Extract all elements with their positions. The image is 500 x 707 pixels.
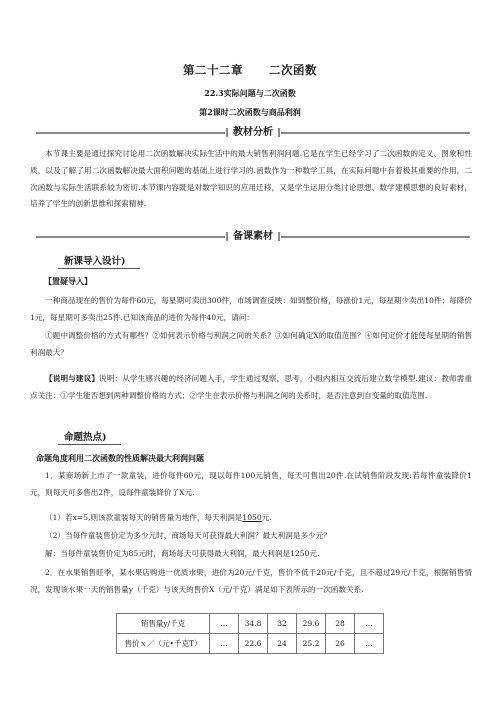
intro-paragraph-1: 一种商品现在的售价为每件60元，每星期可卖出300件，市场调查反映：如调整价格，每涨价1元，每星期少卖出10件；每降价1元，每星期可多卖出25件.已知该商品的进价为每件40元，请问：: [30, 296, 472, 322]
table-cell: 28: [326, 614, 355, 634]
analysis-paragraph: 本节课主要是通过探究讨论用二次函数解决实际生活中的最大销售利润问题.它是在学生已经学习了二次函数的定义、图象和性质，以及了解了用二次函数解决最大面积问题的基础上进行学习的.函数作为一种数学工具，在实际问题中有着极其重要的作用，二次函数与实际生活联系较为密切.本节课内容既是对数学知识的应用迁移，又是学生运用分类讨论思想、数学建模思想的良好素材，培养了学生的创新思维和探索精神.: [30, 149, 472, 209]
question-1-solution: 解：当每件童装售价定为85元时，商场每天可获得最大利润，最大利润是1250元.: [45, 549, 320, 558]
note-paragraph: [30, 371, 472, 405]
hot-heading-text: 命题热点): [64, 432, 107, 443]
intro-box-title: 【置疑导入】: [44, 276, 92, 286]
data-table: [116, 613, 384, 654]
question-1-part-a: [30, 510, 472, 527]
table-cell: 24: [268, 634, 297, 654]
chapter-number: 第二十二章: [183, 63, 243, 77]
analysis-banner-label: 教材分析: [225, 125, 281, 140]
table-cell: 26: [326, 634, 355, 654]
table-cell: 22.6: [239, 634, 268, 654]
note-label: 【说明与建议】: [45, 374, 100, 383]
table-cell: …: [210, 614, 239, 634]
question-1-part-b: （2）当每件童装售价定为多少元时，商场每天可获得最大利润？最大利润是多少元？: [45, 531, 331, 540]
table-cell: 34.8: [239, 614, 268, 634]
table-row: [117, 614, 384, 634]
lesson-title: 第2课时二次函数与商品利润: [199, 107, 301, 117]
table-cell: 25.2: [297, 634, 326, 654]
chapter-title: [0, 62, 500, 78]
table-cell: …: [210, 634, 239, 654]
hot-subheading: 命题角度利用二次函数的性质解决最大利润问题: [36, 453, 204, 463]
note-text: 说明：从学生感兴趣的经济问题入手，学生通过观察，思考，小组内相互交流后建立数学模型.建议：教师需重点关注：①学生能否想到两种调整价格的方式；②学生在表示价格与利润之间的关系时，是否注意到自变量的取值范围.: [30, 374, 472, 400]
hot-heading: [64, 429, 107, 443]
analysis-banner: [36, 125, 470, 140]
table-cell: …: [355, 614, 384, 634]
section-title: 22.3实际问题与二次函数: [204, 88, 296, 98]
table-row-label: 售价ｘ／（元•千克T）: [117, 634, 210, 654]
answer-blank: 1050: [242, 513, 262, 522]
heading-underline: [58, 268, 140, 269]
intro-heading: [64, 253, 126, 267]
table-cell: 29.6: [297, 614, 326, 634]
intro-heading-text: 新课导入设计): [64, 256, 126, 267]
table-row-label: 销售量y/千克: [117, 614, 210, 634]
question-2: 2．在水果销售旺季，某水果店购进一优质水果，进价为20元/千克，售价不低于20元/千克，且不超过29元/千克，根据销售情况，发现该水果一天的销售量y（千克）与该天的售价X（元/千克）满足如下表所示的一次函数关系.: [30, 568, 472, 594]
question-1-part-a-end: 元.: [261, 513, 272, 522]
materials-banner: [36, 229, 470, 244]
materials-banner-label: 备课素材: [225, 229, 281, 244]
question-1: 1．某商场新上市了一款童装，进价每件60元，现以每件100元销售，每天可售出20件.在试销售阶段发现:若每件童装降价1元，则每天可多售出2件，设每件童装降价了X元.: [30, 471, 472, 497]
table-cell: …: [355, 634, 384, 654]
table-row: [117, 634, 384, 654]
intro-paragraph-2: ①题中调整价格的方式有哪些？②如何表示价格与利润之间的关系？③如何确定X的取值范围？④如何定价才能使每星期的销售利润最大？: [30, 331, 472, 357]
table-cell: 32: [268, 614, 297, 634]
question-1-part-a-text: （1）若x=5,则该款童装每天的销售量为地件，每天利润是: [45, 513, 243, 522]
chapter-name: 二次函数: [269, 63, 317, 77]
heading-underline: [58, 444, 121, 445]
